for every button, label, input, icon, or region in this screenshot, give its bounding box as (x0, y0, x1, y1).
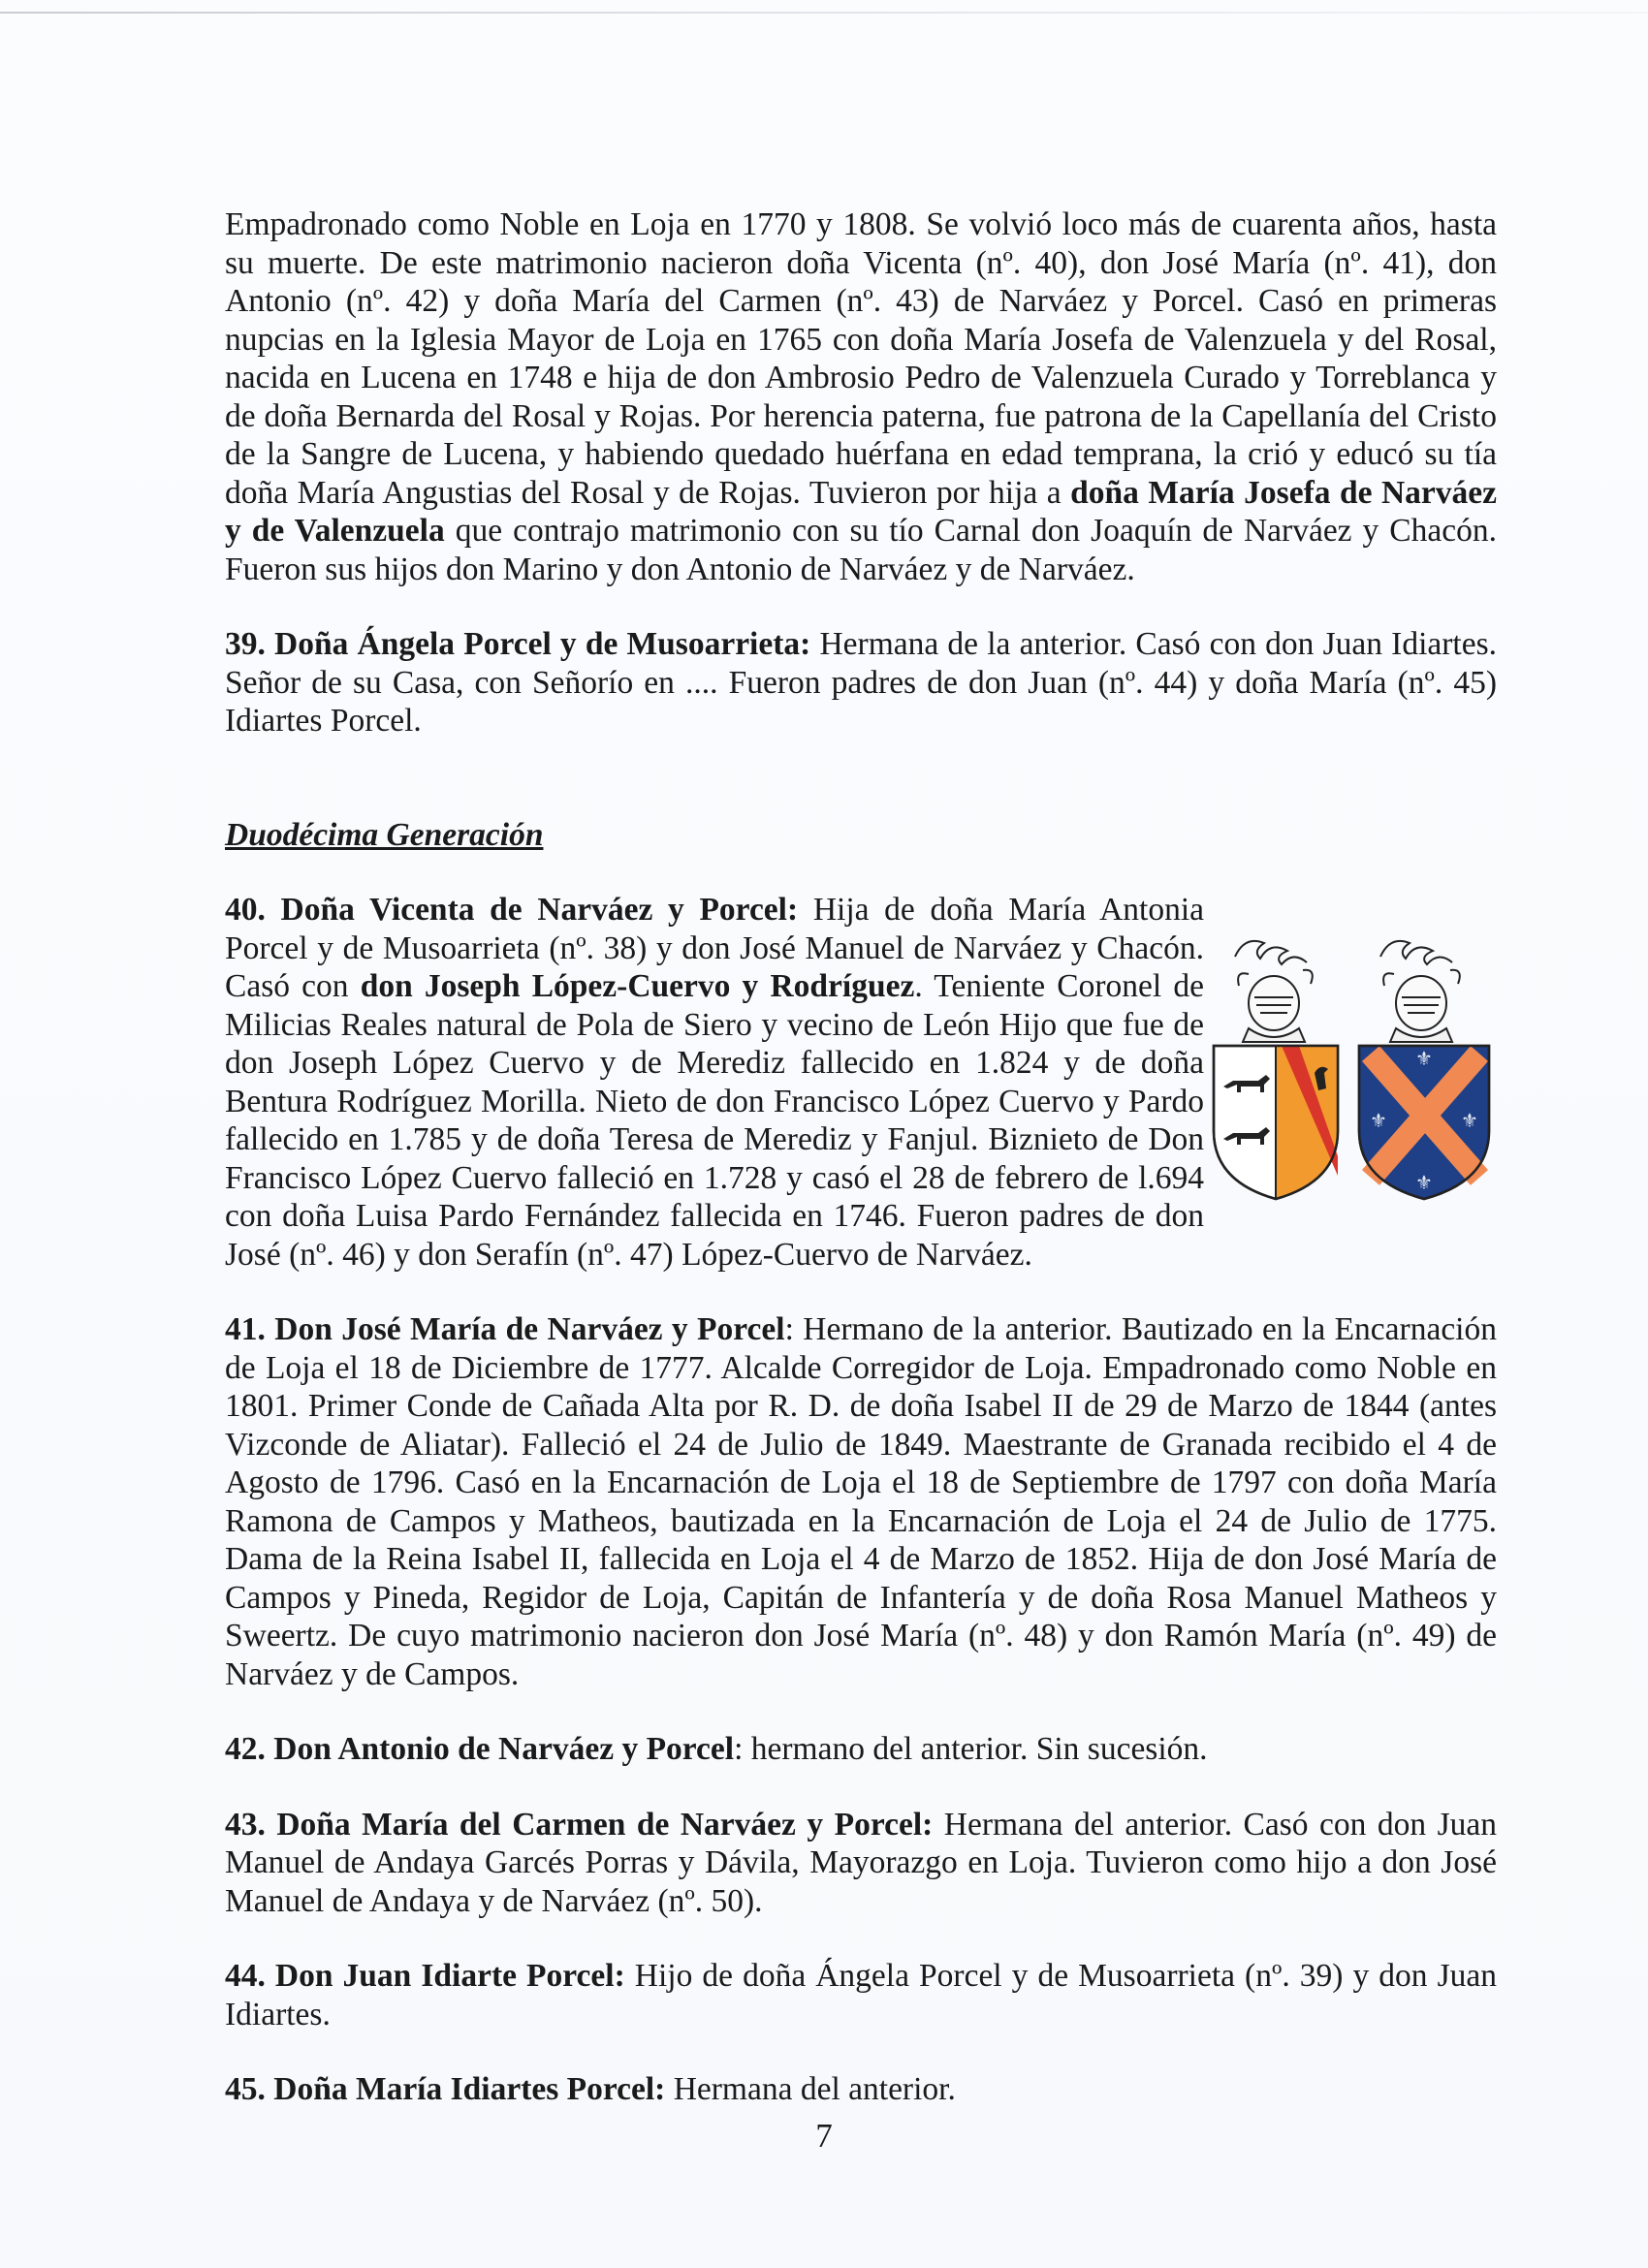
page-content (225, 205, 1497, 2109)
entry-42-title: 42. Don Antonio de Narváez y Porcel (225, 1731, 735, 1767)
entry-43-title: 43. Doña María del Carmen de Narváez y Porcel: (225, 1806, 934, 1843)
svg-text:⚜: ⚜ (1415, 1171, 1433, 1194)
svg-text:⚜: ⚜ (1461, 1109, 1478, 1132)
entry-42: 42. Don Antonio de Narváez y Porcel: hermano del anterior. Sin sucesión. (225, 1731, 1208, 1767)
entry-44-title: 44. Don Juan Idiarte Porcel: (225, 1958, 625, 1994)
left-shield (1214, 1046, 1338, 1199)
section-heading: Duodécima Generación (225, 816, 544, 853)
entry-44: 44. Don Juan Idiarte Porcel: Hijo de doña Ángela Porcel y de Musoarrieta (nº. 39) y don Juan Idiartes. (225, 1958, 1497, 2032)
scan-top-edge (0, 12, 1648, 14)
entry-41-title: 41. Don José María de Narváez y Porcel (225, 1311, 785, 1347)
page-number: 7 (815, 2117, 833, 2155)
entry-41: 41. Don José María de Narváez y Porcel: Hermano de la anterior. Bautizado en la Encarnación de Loja el 18 de Diciembre de 1777. Alcalde Corregidor de Loja. Empadronado como Noble en 1801. Primer Conde de Cañada Alta por R. D. de doña Isabel II de 29 de Marzo de 1844 (antes Vizconde de Aliatar). Falleció el 24 de Julio de 1849. Maestrante de Granada recibido el 4 de Agosto de 1796. Casó en la Encarnación de Loja el 18 de Septiembre de 1797 con doña María Ramona de Campos y Matheos, bautizada en la Encarnación de Loja el 24 de Julio de 1775. Dama de la Reina Isabel II, fallecida en Loja el 4 de Marzo de 1852. Hija de don José María de Campos y Pineda, Regidor de Loja, Capitán de Infantería y de doña Rosa Manuel Matheos y Sweertz. De cuyo matrimonio nacieron don José María (nº. 48) y don Ramón María (nº. 49) de Narváez y de Campos. (225, 1311, 1497, 1692)
entry-40: 40. Doña Vicenta de Narváez y Porcel: Hija de doña María Antonia Porcel y de Musoarrieta (nº. 38) y don José Manuel de Narváez y Chacón. Casó con don Joseph López-Cuervo y Rodríguez. Teniente Coronel de Milicias Reales natural de Pola de Siero y vecino de León Hijo que fue de don Joseph López Cuervo y de Merediz fallecido en 1.824 y de doña Bentura Rodríguez Morilla. Nieto de don Francisco López Cuervo y Pardo fallecido en 1.785 y de doña Teresa de Merediz y Fanjul. Biznieto de Don Francisco López Cuervo falleció en 1.728 y casó el 28 de febrero de l.694 con doña Luisa Pardo Fernández fallecida en 1746. Fueron padres de don José (nº. 46) y don Serafín (nº. 47) López-Cuervo de Narváez. (225, 892, 1205, 1273)
left-helmet-crest (1235, 941, 1313, 1042)
entry-40-block (225, 891, 1497, 1274)
entry-45: 45. Doña María Idiartes Porcel: Hermana del anterior. (225, 2071, 956, 2107)
svg-text:⚜: ⚜ (1370, 1109, 1387, 1132)
entry-40-title: 40. Doña Vicenta de Narváez y Porcel: (225, 892, 799, 928)
coats-of-arms (1206, 928, 1497, 1209)
entry-39: 39. Doña Ángela Porcel y de Musoarrieta: Hermana de la anterior. Casó con don Juan Idiartes. Señor de su Casa, con Señorío en .... Fueron padres de don Juan (nº. 44) y doña María (nº. 45) Idiartes Porcel. (225, 626, 1497, 739)
intro-paragraph: Empadronado como Noble en Loja en 1770 y 1808. Se volvió loco más de cuarenta años, hasta su muerte. De este matrimonio nacieron doña Vicenta (nº. 40), don José María (nº. 41), don Antonio (nº. 42) y doña María del Carmen (nº. 43) de Narváez y Porcel. Casó en primeras nupcias en la Iglesia Mayor de Loja en 1765 con doña María Josefa de Valenzuela y del Rosal, nacida en Lucena en 1748 e hija de don Ambrosio Pedro de Valenzuela Curado y Torreblanca y de doña Bernarda del Rosal y Rojas. Por herencia paterna, fue patrona de la Capellanía del Cristo de la Sangre de Lucena, y habiendo quedado huérfana en edad temprana, la crió y educó su tía doña María Angustias del Rosal y de Rojas. Tuvieron por hija a doña María Josefa de Narváez y de Valenzuela que contrajo matrimonio con su tío Carnal don Joaquín de Narváez y Chacón. Fueron sus hijos don Marino y don Antonio de Narváez y de Narváez. (225, 206, 1497, 587)
entry-43: 43. Doña María del Carmen de Narváez y Porcel: Hermana del anterior. Casó con don Juan Manuel de Andaya Garcés Porras y Dávila, Mayorazgo en Loja. Tuvieron como hijo a don José Manuel de Andaya y de Narváez (nº. 50). (225, 1806, 1497, 1919)
svg-text:⚜: ⚜ (1415, 1047, 1433, 1070)
entry-45-title: 45. Doña María Idiartes Porcel: (225, 2071, 666, 2107)
right-shield (1359, 1046, 1489, 1199)
entry-39-title: 39. Doña Ángela Porcel y de Musoarrieta: (225, 626, 811, 662)
right-helmet-crest (1380, 941, 1460, 1042)
